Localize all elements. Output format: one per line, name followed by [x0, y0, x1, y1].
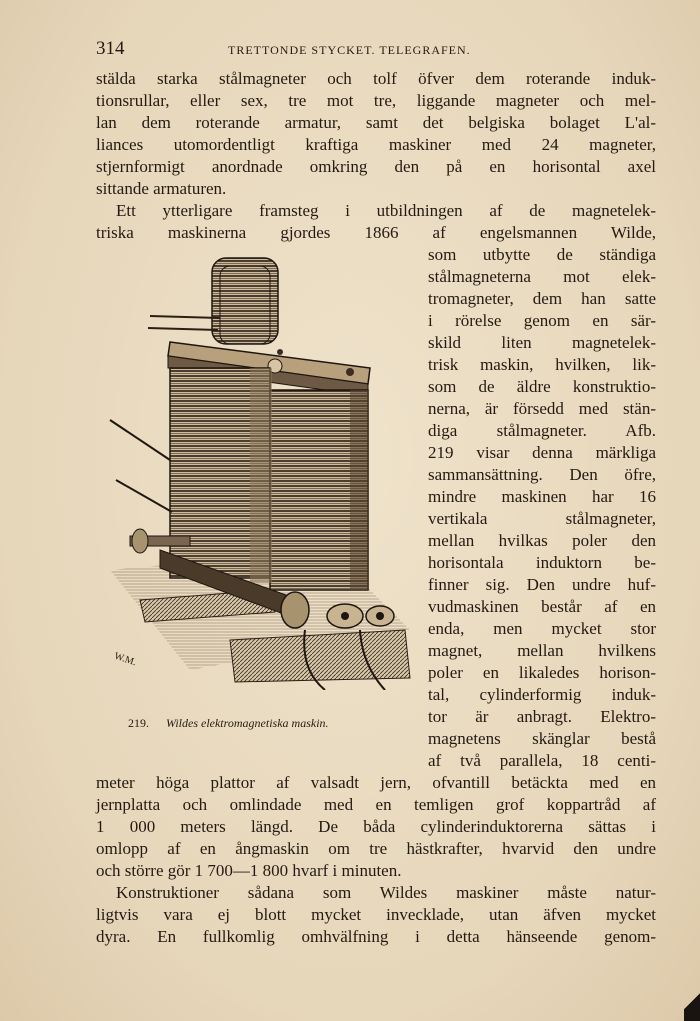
- text-line: triska maskinerna gjordes 1866 af engelsmannen Wilde,: [96, 223, 656, 242]
- text-line: horisontala induktorn be-: [428, 553, 656, 572]
- engraver-signature: W.M.: [112, 650, 138, 669]
- text-line: tor är anbragt. Elektro-: [428, 707, 656, 726]
- page-header: [96, 38, 656, 62]
- text-line: dyra. En fullkomlig omhvälfning i detta hänseende genom-: [96, 927, 656, 946]
- text-line: magnet, mellan hvilkens: [428, 641, 656, 660]
- figure-wilde-machine: [100, 250, 420, 690]
- text-line: stälda starka stålmagneter och tolf öfver dem roterande induk-: [96, 69, 656, 88]
- text-line: skild liten magnetelek-: [428, 333, 656, 352]
- caption-number: 219.: [128, 716, 149, 730]
- caption-title: Wildes elektromagnetiska maskin.: [166, 716, 329, 730]
- text-line: mindre maskinen har 16: [428, 487, 656, 506]
- text-line: stjernformigt anordnade omkring den på en horisontal axel: [96, 157, 656, 176]
- text-line: 1 000 meters längd. De båda cylinderinduktorerna sättas i: [96, 817, 656, 836]
- text-line: af två parallela, 18 centi-: [428, 751, 656, 770]
- text-line: och större gör 1 700—1 800 hvarf i minuten.: [96, 861, 402, 880]
- text-line: som utbytte de ständiga: [428, 245, 656, 264]
- page-corner-shadow: [684, 981, 700, 1021]
- text-line: omlopp af en ångmaskin om tre hästkrafter, hvarvid den undre: [96, 839, 656, 858]
- text-line: nerna, är försedd med stän-: [428, 399, 656, 418]
- text-line: poler en likaledes horison-: [428, 663, 656, 682]
- text-line: diga stålmagneter. Afb.: [428, 421, 656, 440]
- text-line: finner sig. Den undre huf-: [428, 575, 656, 594]
- text-line: trisk maskin, hvilken, lik-: [428, 355, 656, 374]
- text-line: lan dem roterande armatur, samt det belgiska bolaget L'al-: [96, 113, 656, 132]
- text-line: mellan hvilkas poler den: [428, 531, 656, 550]
- text-line: jernplatta och omlindade med en temligen grof koppartråd af: [96, 795, 656, 814]
- text-line: 219 visar denna märkliga: [428, 443, 656, 462]
- engraving-illustration: [100, 250, 420, 690]
- text-line: tromagneter, dem han satte: [428, 289, 656, 308]
- text-line: sittande armaturen.: [96, 179, 227, 198]
- text-line: som de äldre konstruktio-: [428, 377, 656, 396]
- text-line: Ett ytterligare framsteg i utbildningen af de magnetelek-: [116, 201, 656, 220]
- text-line: sammansättning. Den öfre,: [428, 465, 656, 484]
- text-line: tionsrullar, eller sex, tre mot tre, liggande magneter och mel-: [96, 91, 656, 110]
- text-line: meter höga plattor af valsadt jern, ofvantill betäckta med en: [96, 773, 656, 792]
- text-line: Konstruktioner sådana som Wildes maskiner måste natur-: [116, 883, 656, 902]
- text-line: magnetens skänglar bestå: [428, 729, 656, 748]
- text-line: vertikala stålmagneter,: [428, 509, 656, 528]
- text-line: ligtvis vara ej blott mycket invecklade, utan äfven mycket: [96, 905, 656, 924]
- text-line: vudmaskinen består af en: [428, 597, 656, 616]
- text-line: i rörelse genom en sär-: [428, 311, 656, 330]
- text-line: tal, cylinderformig induk-: [428, 685, 656, 704]
- page-number: 314: [96, 38, 125, 59]
- text-line: enda, men mycket stor: [428, 619, 656, 638]
- running-head: TRETTONDE STYCKET. TELEGRAFEN.: [228, 43, 471, 57]
- figure-caption: [128, 716, 398, 731]
- text-line: stålmagneterna mot elek-: [428, 267, 656, 286]
- text-line: liances utomordentligt kraftiga maskiner med 24 magneter,: [96, 135, 656, 154]
